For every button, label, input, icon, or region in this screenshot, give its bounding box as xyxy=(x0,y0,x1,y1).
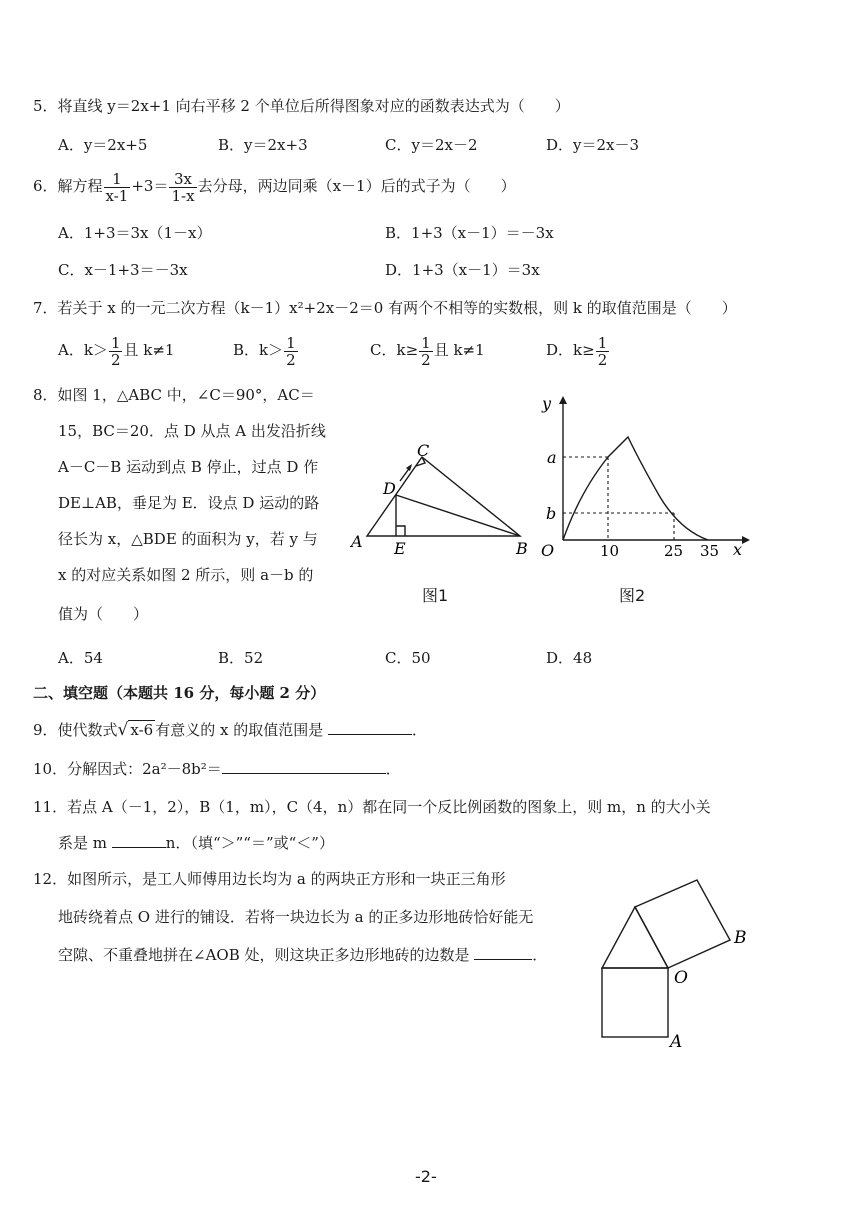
q12-line-2: 地砖绕着点 O 进行的铺设．若将一块边长为 a 的正多边形地砖恰好能无 xyxy=(58,908,534,926)
label-b: B xyxy=(516,539,528,558)
q7-d-pre: D．k≥ xyxy=(546,341,595,359)
q6-stem xyxy=(33,168,516,204)
q7-option-c xyxy=(370,332,485,368)
q11-line2-post: n．（填“＞”“＝”或“＜”） xyxy=(165,834,334,852)
q7-stem: 7．若关于 x 的一元二次方程（k－1）x²+2x－2＝0 有两个不相等的实数根，则 k 的取值范围是（ ） xyxy=(33,299,737,317)
q7-c-num: 1 xyxy=(421,333,431,352)
q7-b-num: 1 xyxy=(286,333,296,352)
y-axis-arrow-icon xyxy=(559,396,567,404)
q6-frac2-denominator: 1-x xyxy=(171,186,195,205)
q6-stem-pre: 6．解方程 xyxy=(33,177,103,195)
q6-frac1-numerator: 1 xyxy=(104,171,131,188)
q8-line-5: 径长为 x，△BDE 的面积为 y，若 y 与 xyxy=(58,530,318,548)
label-c: C xyxy=(417,441,430,460)
q6-fraction-2 xyxy=(169,171,196,204)
label-e: E xyxy=(394,539,406,558)
q7-d-fraction xyxy=(596,335,610,368)
q6-fraction-1 xyxy=(104,171,131,204)
origin-label: O xyxy=(541,541,555,560)
q6-frac1-denominator: x-1 xyxy=(105,186,129,205)
q5-option-c: C．y＝2x－2 xyxy=(385,136,478,154)
q10-end: ． xyxy=(385,760,401,778)
label-a: A xyxy=(351,532,363,551)
q7-option-b xyxy=(233,332,299,368)
q12-figure xyxy=(590,855,770,1060)
q12-end: ． xyxy=(532,946,548,964)
q8-line-2: 15，BC＝20．点 D 从点 A 出发沿折线 xyxy=(58,422,326,440)
ytick-b: b xyxy=(546,504,557,523)
q11-answer-blank[interactable] xyxy=(112,833,166,848)
axis-label-x: x xyxy=(733,540,743,559)
q10 xyxy=(33,758,401,780)
section-2-heading: 二、填空题（本题共 16 分，每小题 2 分） xyxy=(33,684,326,702)
q9-post: 有意义的 x 的取值范围是 xyxy=(155,721,324,739)
sqrt-icon: √ xyxy=(117,720,129,740)
q6-option-a: A．1+3＝3x（1－x） xyxy=(58,224,212,242)
q8-line-3: A－C－B 运动到点 B 停止，过点 D 作 xyxy=(58,458,319,476)
label-a: A xyxy=(670,1032,683,1052)
q12-line3-text: 空隙、不重叠地拼在∠AOB 处，则这块正多边形地砖的边数是 xyxy=(58,946,470,964)
q5-stem: 5．将直线 y＝2x+1 向右平移 2 个单位后所得图象对应的函数表达式为（ ） xyxy=(33,97,570,115)
q7-d-den: 2 xyxy=(597,350,608,369)
q12-line-3 xyxy=(58,944,547,966)
q7-a-den: 2 xyxy=(110,350,121,369)
q8-figure-1 xyxy=(345,435,545,565)
q8-option-b: B．52 xyxy=(218,649,264,667)
page-number: -2- xyxy=(415,1167,437,1186)
q12-line-1: 12．如图所示，是工人师傅用边长均为 a 的两块正方形和一块正三角形 xyxy=(33,870,506,888)
xtick-25: 25 xyxy=(664,542,684,560)
xtick-35: 35 xyxy=(700,542,720,560)
q8-option-a: A．54 xyxy=(58,649,103,667)
axis-label-y: y xyxy=(542,394,552,413)
label-o: O xyxy=(674,968,688,988)
q6-option-d: D．1+3（x－1）＝3x xyxy=(385,261,540,279)
q9-pre: 9．使代数式 xyxy=(33,721,118,739)
q8-line-4: DE⊥AB，垂足为 E．设点 D 运动的路 xyxy=(58,494,320,512)
q7-option-d xyxy=(546,332,610,368)
segment-db xyxy=(396,495,520,536)
right-angle-e xyxy=(396,526,405,536)
q5-option-a: A．y＝2x+5 xyxy=(58,136,148,154)
q11-line2-pre: 系是 m xyxy=(58,834,107,852)
label-b: B xyxy=(734,928,747,948)
q7-a-pre: A．k＞ xyxy=(58,341,108,359)
q8-figure-2 xyxy=(530,392,765,562)
ytick-a: a xyxy=(547,448,557,467)
square-tile-upper xyxy=(635,880,730,968)
q7-c-pre: C．k≥ xyxy=(370,341,419,359)
q11-line-1: 11．若点 A（－1，2），B（1，m），C（4，n）都在同一个反比例函数的图象上，则 m，n 的大小关 xyxy=(33,798,711,816)
q7-d-num: 1 xyxy=(597,333,608,352)
q10-text: 10．分解因式：2a²－8b²＝ xyxy=(33,760,222,778)
q9-end: ． xyxy=(411,721,427,739)
q7-b-pre: B．k＞ xyxy=(233,341,284,359)
q8-figure-1-caption: 图1 xyxy=(422,586,449,605)
triangle-tile xyxy=(602,907,668,968)
q6-frac2-numerator: 3x xyxy=(169,171,196,188)
q5-option-d: D．y＝2x－3 xyxy=(546,136,640,154)
q8-line-6: x 的对应关系如图 2 所示，则 a－b 的 xyxy=(58,566,314,584)
q8-option-d: D．48 xyxy=(546,649,593,667)
label-d: D xyxy=(383,479,396,498)
q8-option-c: C．50 xyxy=(385,649,431,667)
square-tile-lower xyxy=(602,968,668,1037)
q6-option-b: B．1+3（x－1）＝－3x xyxy=(385,224,554,242)
q7-c-post: 且 k≠1 xyxy=(433,341,485,359)
q8-line-1: 8．如图 1，△ABC 中，∠C＝90°，AC＝ xyxy=(33,386,315,404)
q7-a-post: 且 k≠1 xyxy=(123,341,175,359)
q7-c-fraction xyxy=(419,335,433,368)
xtick-10: 10 xyxy=(600,542,620,560)
q9 xyxy=(33,719,427,741)
q7-a-fraction xyxy=(109,335,123,368)
q7-c-den: 2 xyxy=(421,350,431,369)
q8-figure-2-caption: 图2 xyxy=(619,586,646,605)
q5-option-b: B．y＝2x+3 xyxy=(218,136,308,154)
q10-answer-blank[interactable] xyxy=(222,759,386,774)
x-axis-arrow-icon xyxy=(742,536,750,544)
q7-b-den: 2 xyxy=(286,350,296,369)
q7-b-fraction xyxy=(284,335,298,368)
q9-radicand: x-6 xyxy=(130,721,154,739)
arrow-icon xyxy=(406,464,412,471)
q6-option-c: C．x－1+3＝－3x xyxy=(58,261,188,279)
q7-a-num: 1 xyxy=(110,333,121,352)
q11-line-2 xyxy=(58,832,334,854)
graph-curve xyxy=(563,437,708,540)
q9-answer-blank[interactable] xyxy=(328,720,412,735)
q6-plus3: +3＝ xyxy=(131,177,169,195)
q7-option-a xyxy=(58,332,174,368)
q12-answer-blank[interactable] xyxy=(474,945,532,960)
q6-stem-post: 去分母，两边同乘（x－1）后的式子为（ ） xyxy=(197,177,516,195)
q8-line-7: 值为（ ） xyxy=(58,605,149,623)
